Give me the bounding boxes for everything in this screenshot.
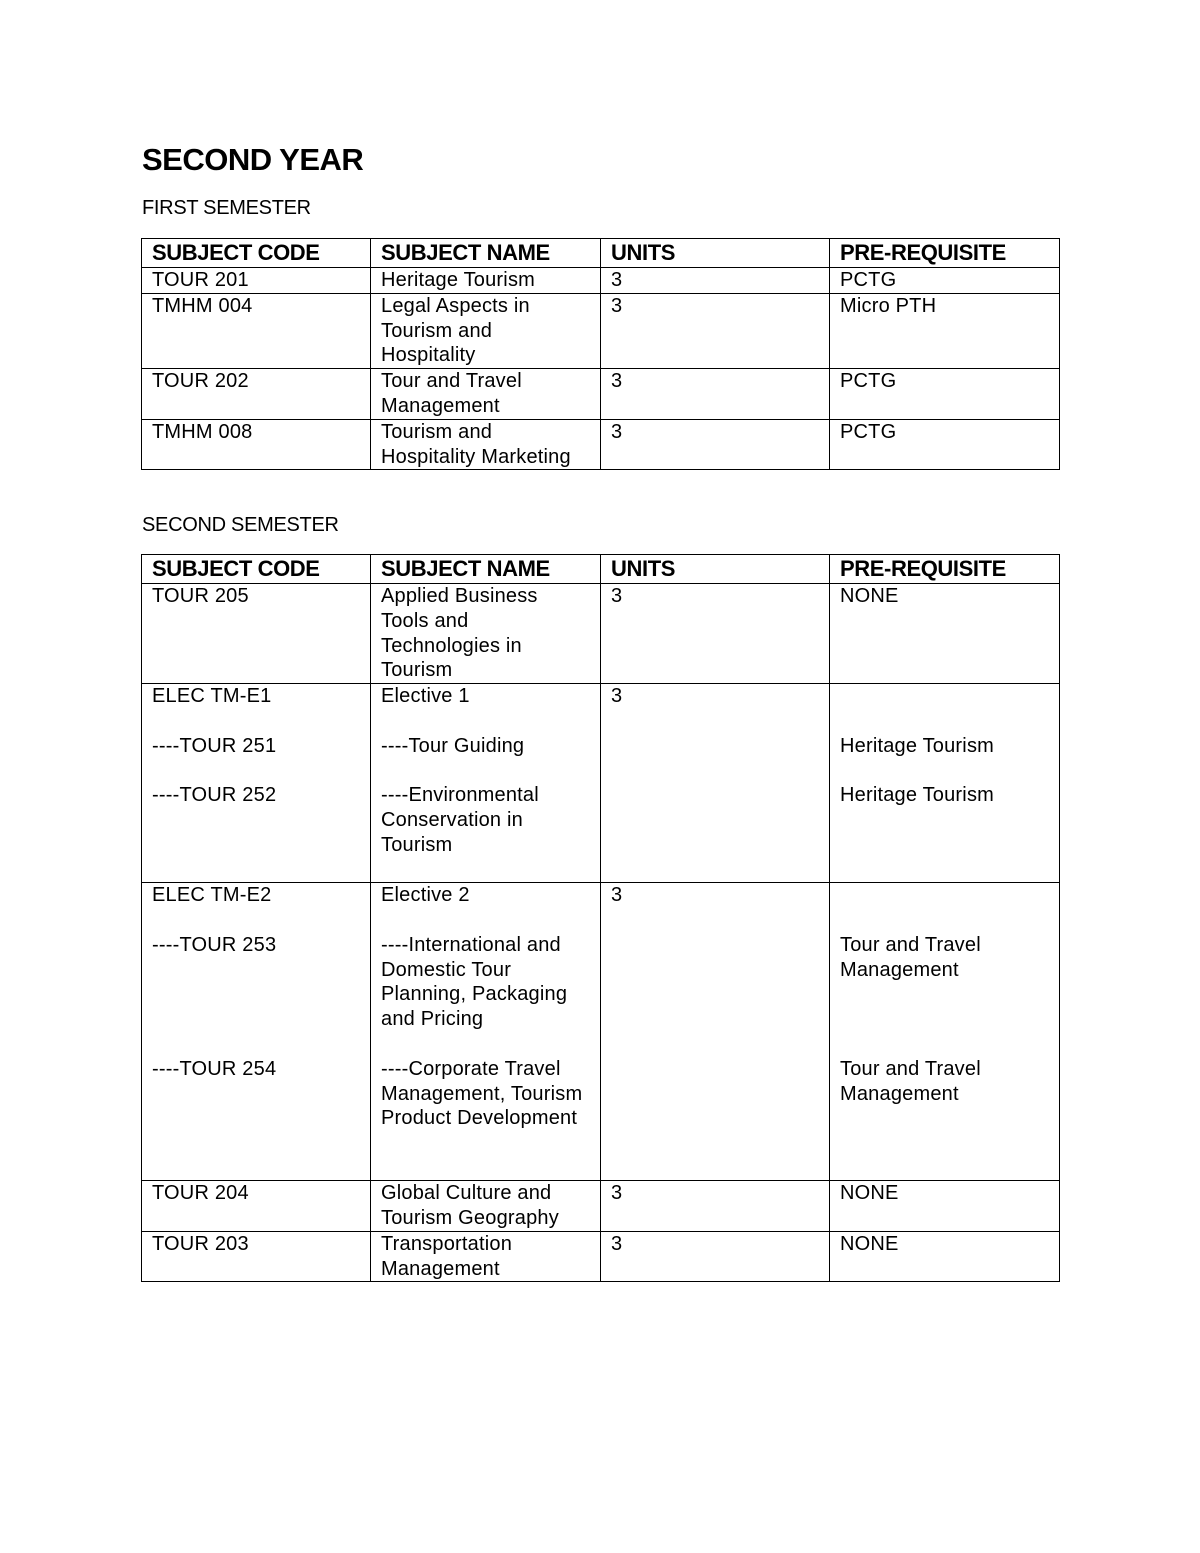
subject-code-cell: TOUR 205 — [142, 584, 371, 684]
table-row — [142, 268, 1060, 294]
table-row — [142, 1231, 1060, 1282]
header-subject-code: SUBJECT CODE — [142, 555, 371, 584]
subject-name-cell: Tour and Travel Management — [371, 369, 601, 420]
units-cell: 3 — [601, 369, 830, 420]
units-cell: 3 — [601, 684, 830, 883]
units-cell: 3 — [601, 883, 830, 1181]
subject-code-cell: TOUR 202 — [142, 369, 371, 420]
header-prerequisite: PRE-REQUISITE — [830, 239, 1060, 268]
elective-option-code: ----TOUR 254 — [152, 1057, 277, 1080]
header-subject-code: SUBJECT CODE — [142, 239, 371, 268]
elective-name: Elective 1 — [381, 685, 470, 708]
subject-code-cell: TMHM 008 — [142, 419, 371, 470]
subject-name-cell: Tourism and Hospitality Marketing — [371, 419, 601, 470]
elective-option-name: ----International and Domestic Tour Planning, Packaging and Pricing — [381, 933, 568, 1031]
elective-option-code: ----TOUR 251 — [152, 734, 277, 757]
subject-name-cell — [371, 883, 601, 1181]
subject-code-cell: TOUR 203 — [142, 1231, 371, 1282]
prerequisite-cell: NONE — [830, 584, 1060, 684]
units-cell: 3 — [601, 1231, 830, 1282]
table-row — [142, 369, 1060, 420]
table-row — [142, 584, 1060, 684]
subject-name-text: Applied Business Tools and Technologies in Tourism — [381, 585, 538, 682]
subject-name-cell: Heritage Tourism — [371, 268, 601, 294]
prerequisite-cell — [830, 883, 1060, 1181]
units-cell: 3 — [601, 419, 830, 470]
prerequisite-cell — [830, 684, 1060, 883]
subject-code-cell: TMHM 004 — [142, 293, 371, 368]
header-subject-name: SUBJECT NAME — [371, 555, 601, 584]
elective-row — [142, 883, 1060, 1181]
first-semester-label: FIRST SEMESTER — [142, 197, 311, 219]
table-header-row — [142, 555, 1060, 584]
elective-prereq-blank — [840, 883, 1049, 908]
units-cell: 3 — [601, 293, 830, 368]
subject-code-cell: TOUR 201 — [142, 268, 371, 294]
prerequisite-cell: Micro PTH — [830, 293, 1060, 368]
prerequisite-cell: NONE — [830, 1181, 1060, 1232]
page-title: SECOND YEAR — [142, 142, 364, 177]
subject-name-cell — [371, 1231, 601, 1282]
subject-name-text: Transportation Management — [381, 1232, 513, 1280]
prerequisite-cell: PCTG — [830, 369, 1060, 420]
table-row — [142, 1181, 1060, 1232]
units-cell: 3 — [601, 1181, 830, 1232]
elective-option-prereq: Tour and Travel Management — [840, 1057, 981, 1105]
table-row — [142, 419, 1060, 470]
table-header-row — [142, 239, 1060, 268]
elective-option-code: ----TOUR 252 — [152, 784, 277, 807]
elective-option-name: ----Environmental Conservation in Tourism — [381, 784, 539, 856]
elective-code: ELEC TM-E1 — [152, 685, 272, 708]
subject-code-cell: TOUR 204 — [142, 1181, 371, 1232]
elective-code: ELEC TM-E2 — [152, 884, 272, 907]
subject-name-cell — [371, 584, 601, 684]
prerequisite-cell: NONE — [830, 1231, 1060, 1282]
header-units: UNITS — [601, 555, 830, 584]
prerequisite-cell: PCTG — [830, 268, 1060, 294]
elective-option-prereq: Heritage Tourism — [840, 784, 995, 807]
header-subject-name: SUBJECT NAME — [371, 239, 601, 268]
second-semester-table — [141, 554, 1060, 1282]
subject-name-cell: Global Culture and Tourism Geography — [371, 1181, 601, 1232]
units-cell: 3 — [601, 268, 830, 294]
second-semester-label: SECOND SEMESTER — [142, 514, 339, 536]
header-units: UNITS — [601, 239, 830, 268]
elective-prereq-blank — [840, 684, 1049, 709]
subject-code-cell — [142, 883, 371, 1181]
units-cell: 3 — [601, 584, 830, 684]
table-row — [142, 293, 1060, 368]
elective-option-prereq: Tour and Travel Management — [840, 933, 981, 981]
elective-option-prereq: Heritage Tourism — [840, 734, 995, 757]
prerequisite-cell: PCTG — [830, 419, 1060, 470]
elective-option-name: ----Tour Guiding — [381, 734, 525, 757]
subject-name-cell: Legal Aspects in Tourism and Hospitality — [371, 293, 601, 368]
header-prerequisite: PRE-REQUISITE — [830, 555, 1060, 584]
elective-name: Elective 2 — [381, 884, 470, 907]
elective-row — [142, 684, 1060, 883]
subject-code-cell — [142, 684, 371, 883]
first-semester-table — [141, 238, 1060, 470]
elective-option-name: ----Corporate Travel Management, Tourism Product Development — [381, 1057, 583, 1130]
subject-name-cell — [371, 684, 601, 883]
elective-option-code: ----TOUR 253 — [152, 933, 277, 956]
